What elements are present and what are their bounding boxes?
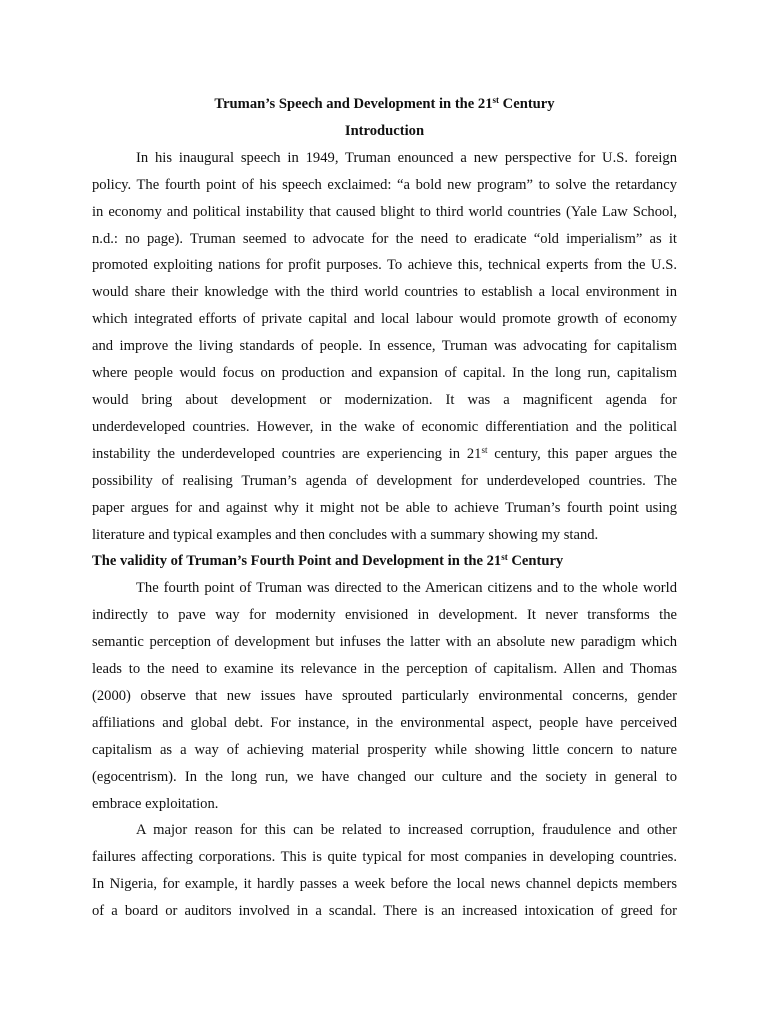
line-text: instability the underdeveloped countries are experiencing in 21 [92,445,482,462]
paragraph-line: promoted exploiting nations for profit purposes. To achieve this, technical experts from the U.S. [92,257,677,274]
paragraph-line: The fourth point of Truman was directed to the American citizens and to the whole world [136,580,677,597]
paragraph-line: indirectly to pave way for modernity envisioned in development. It never transforms the [92,607,677,624]
title-superscript: st [492,95,500,105]
paragraph-line: semantic perception of development but infuses the latter with an absolute new paradigm which [92,634,677,651]
paragraph-line: and improve the living standards of people. In essence, Truman was advocating for capitalism [92,338,677,355]
paragraph-line: would bring about development or modernization. It was a magnificent agenda for [92,391,677,408]
paragraph-line: of a board or auditors involved in a scandal. There is an increased intoxication of greed for [92,903,677,920]
paragraph-line: which integrated efforts of private capital and local labour would promote growth of economy [92,311,677,328]
paragraph-line: embrace exploitation. [92,795,219,812]
paragraph-line: possibility of realising Truman’s agenda of development for underdeveloped countries. The [92,472,677,489]
paragraph-line: would share their knowledge with the third world countries to establish a local environment in [92,284,677,301]
heading-superscript: st [501,552,508,563]
document-title [92,91,677,118]
paragraph-line: n.d.: no page). Truman seemed to advocate for the need to eradicate “old imperialism” as it [92,230,677,247]
heading-text: The validity of Truman’s Fourth Point and Development in the 21 [92,553,502,570]
paragraph-line: policy. The fourth point of his speech exclaimed: “a bold new program” to solve the retardancy [92,176,677,193]
paragraph-line: capitalism as a way of achieving material prosperity while showing little concern to nature [92,741,677,758]
paragraph-line: failures affecting corporations. This is quite typical for most companies in developing countries. [92,849,677,866]
paragraph-line: (egocentrism). In the long run, we have changed our culture and the society in general to [92,768,677,785]
paragraph-line: affiliations and global debt. For instance, in the environmental aspect, people have perceived [92,714,677,731]
paragraph-line: in economy and political instability that caused blight to third world countries (Yale Law School, [92,203,677,220]
paragraph-line: where people would focus on production and expansion of capital. In the long run, capitalism [92,365,677,382]
section-heading [92,548,677,575]
introduction-paragraph [92,145,677,549]
paragraph-line: In his inaugural speech in 1949, Truman enounced a new perspective for U.S. foreign [136,149,677,166]
paragraph-line: paper argues for and against why it might not be able to achieve Truman’s fourth point using [92,499,677,516]
introduction-heading: Introduction [344,122,425,139]
document-body [92,91,677,925]
title-text-end: Century [499,96,555,112]
body-paragraph-2 [92,575,677,817]
paragraph-line: leads to the need to examine its relevance in the perception of capitalism. Allen and Thomas [92,661,677,678]
paragraph-line: A major reason for this can be related to increased corruption, fraudulence and other [136,822,677,839]
title-text: Truman’s Speech and Development in the 21 [214,96,493,112]
paragraph-line: underdeveloped countries. However, in the wake of economic differentiation and the political [92,418,677,435]
body-paragraph-3 [92,817,677,925]
paragraph-line-with-superscript [92,441,677,468]
paragraph-line: In Nigeria, for example, it hardly passes a week before the local news channel depicts members [92,876,677,893]
paragraph-line: (2000) observe that new issues have sprouted particularly environmental concerns, gender [92,687,677,704]
paragraph-line: literature and typical examples and then concludes with a summary showing my stand. [92,526,599,543]
line-text-end: century, this paper argues the [487,445,677,462]
heading-text-end: Century [507,553,564,570]
line-superscript: st [481,444,488,455]
